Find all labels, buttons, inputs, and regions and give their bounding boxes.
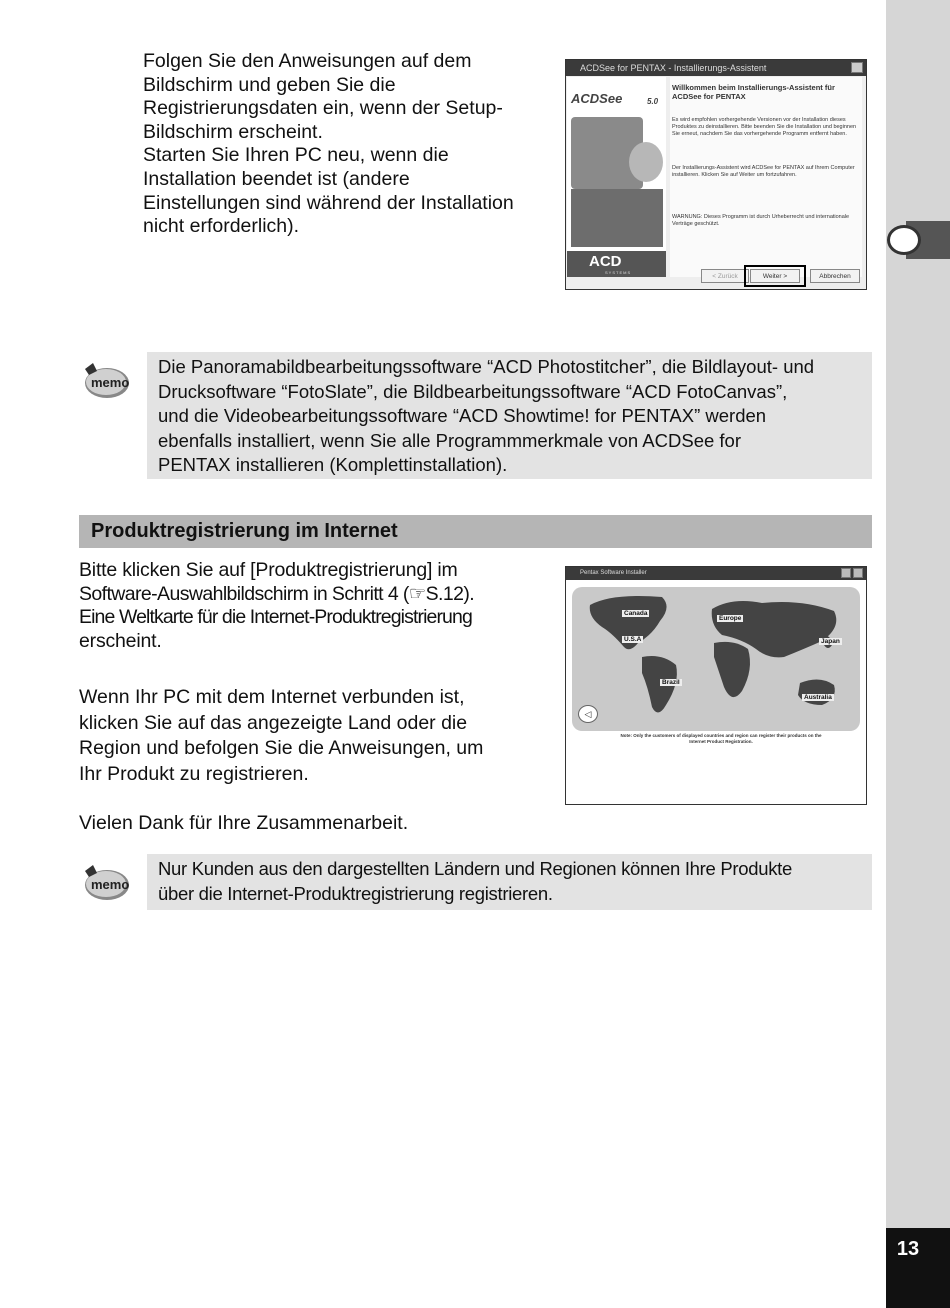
installer-text-panel <box>670 77 862 277</box>
installer-titlebar <box>566 60 866 76</box>
intro-line: nicht erforderlich). <box>143 215 300 238</box>
memo-icon-label: memo <box>91 375 130 390</box>
intro-line: Einstellungen sind während der Installation <box>143 191 514 214</box>
chapter-tab-circle <box>887 225 921 255</box>
connect-line: Ihr Produkt zu registrieren. <box>79 762 309 785</box>
page-number: 13 <box>896 1238 920 1260</box>
map-screenshot <box>565 566 867 805</box>
back-arrow-icon[interactable]: ◁ <box>578 705 598 723</box>
connect-paragraph <box>79 685 559 787</box>
next-button[interactable]: Weiter > <box>750 269 800 283</box>
camera-lens-image <box>629 142 663 182</box>
intro-line: Installation beendet ist (andere <box>143 167 410 190</box>
acd-brand-band <box>567 251 666 277</box>
installer-text-2: Der Installierungs-Assistent wird ACDSee for PENTAX auf Ihrem Computer installieren. Klicken Sie auf Weiter um fortzufahren. <box>672 165 855 178</box>
memo-line: über die Internet-Produktregistrierung registrieren. <box>158 882 553 904</box>
acd-logo-sub: SYSTEMS <box>605 270 632 275</box>
world-map[interactable] <box>572 587 860 731</box>
registration-paragraph <box>79 559 559 653</box>
memo-line: Drucksoftware “FotoSlate”, die Bildbearbeitungssoftware “ACD FotoCanvas”, <box>158 380 788 402</box>
acd-logo: ACD <box>589 253 622 270</box>
map-title: Pentax Software Installer <box>580 570 647 576</box>
registration-line: Bitte klicken Sie auf [Produktregistrierung] im <box>79 559 458 581</box>
acdsee-version: 5.0 <box>647 97 659 106</box>
intro-paragraph <box>143 50 553 239</box>
intro-line: Bildschirm erscheint. <box>143 120 323 143</box>
acdsee-logo: ACDSee <box>571 91 623 106</box>
photo-strip-image <box>571 189 663 247</box>
region-brazil[interactable]: Brazil <box>662 679 680 686</box>
memo-line: ebenfalls installiert, wenn Sie alle Programmmerkmale von ACDSee for <box>158 429 742 451</box>
minimize-icon <box>841 568 851 578</box>
connect-line: klicken Sie auf das angezeigte Land oder die <box>79 711 468 734</box>
registration-line: Software-Auswahlbildschirm in Schritt 4 (☞S.12). <box>79 582 475 605</box>
intro-line: Folgen Sie den Anweisungen auf dem <box>143 50 472 72</box>
section-header <box>79 515 872 548</box>
memo-icon <box>81 361 131 401</box>
continents-shape <box>572 587 860 731</box>
connect-line: Region und befolgen Sie die Anweisungen, um <box>79 737 484 759</box>
close-icon <box>851 62 863 73</box>
close-icon <box>853 568 863 578</box>
installer-title: ACDSee for PENTAX - Installierungs-Assistent <box>580 63 767 73</box>
side-margin-bar <box>886 0 950 1308</box>
installer-text-3: WARNUNG: Dieses Programm ist durch Urheberrecht und internationale Verträge geschützt. <box>672 214 850 227</box>
intro-line: Starten Sie Ihren PC neu, wenn die <box>143 144 449 167</box>
intro-line: Registrierungsdaten ein, wenn der Setup- <box>143 97 503 120</box>
thanks-text: Vielen Dank für Ihre Zusammenarbeit. <box>79 812 409 834</box>
section-title: Produktregistrierung im Internet <box>91 520 398 542</box>
installer-image-panel <box>567 77 666 277</box>
region-australia[interactable]: Australia <box>804 694 832 701</box>
installer-heading: Willkommen beim Installierungs-Assistent für ACDSee for PENTAX <box>672 83 835 101</box>
registration-line: Eine Weltkarte für die Internet-Produktregistrierung <box>79 606 472 629</box>
memo-box-2 <box>147 854 872 910</box>
memo-line: Die Panoramabildbearbeitungssoftware “ACD Photostitcher”, die Bildlayout- und <box>158 356 815 377</box>
back-button[interactable]: < Zurück <box>701 269 749 283</box>
registration-line: erscheint. <box>79 629 162 652</box>
map-titlebar <box>566 567 866 580</box>
connect-line: Wenn Ihr PC mit dem Internet verbunden ist, <box>79 686 465 708</box>
region-canada[interactable]: Canada <box>624 610 648 617</box>
memo-icon-label: memo <box>91 877 130 892</box>
installer-screenshot <box>565 59 867 290</box>
memo-line: und die Videobearbeitungssoftware “ACD Showtime! for PENTAX” werden <box>158 405 767 426</box>
installer-text-1: Es wird empfohlen vorhergehende Versionen vor der Installation dieses Produktes zu deinstallieren. Bitte beenden Sie die Installation und beginnen Sie erneut, nachdem Sie das vorhergehende Programm entfernt haben. <box>672 117 857 137</box>
region-usa[interactable]: U.S.A <box>624 636 642 643</box>
memo-line: PENTAX installieren (Komplettinstallation). <box>158 454 508 475</box>
memo-box-1 <box>147 352 872 479</box>
region-europe[interactable]: Europe <box>719 615 742 622</box>
map-note: Note: Only the customers of displayed countries and region can register their products on the Internet Product Registration. <box>620 733 822 744</box>
memo-line: Nur Kunden aus den dargestellten Ländern und Regionen können Ihre Produkte <box>158 858 792 879</box>
intro-line: Bildschirm und geben Sie die <box>143 73 396 96</box>
cancel-button[interactable]: Abbrechen <box>810 269 860 283</box>
memo-icon <box>81 863 131 903</box>
region-japan[interactable]: Japan <box>821 638 840 645</box>
